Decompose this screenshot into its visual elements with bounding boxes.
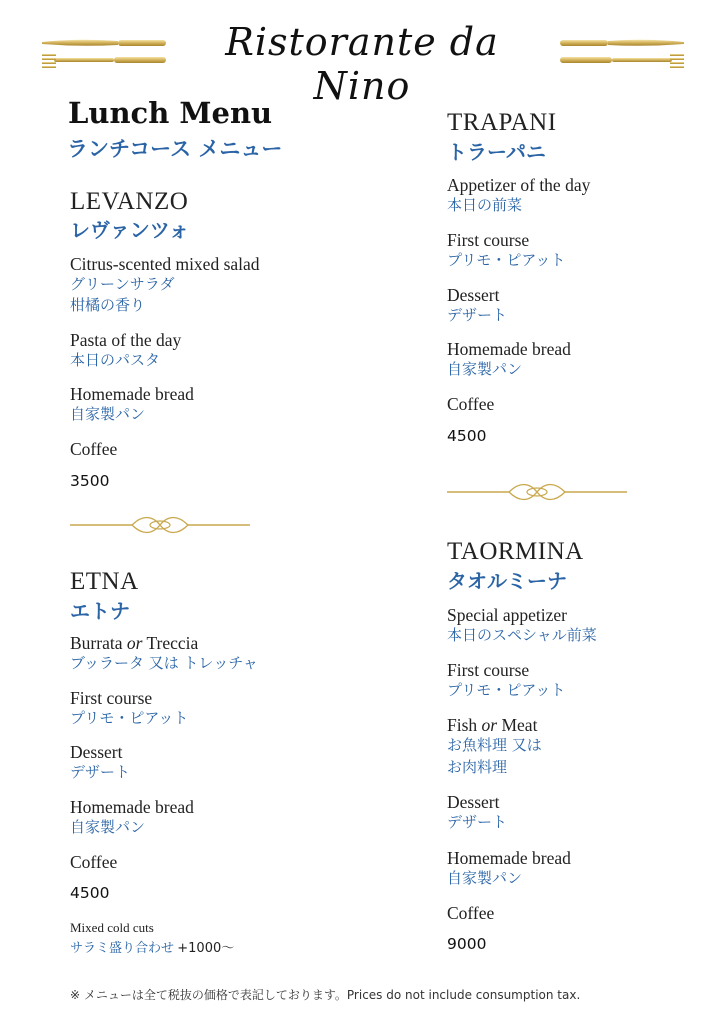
menu-item: Appetizer of the day xyxy=(447,175,591,195)
menu-item-jp: デザート xyxy=(447,813,508,831)
menu-item-jp: お魚料理 又は xyxy=(447,736,542,754)
menu-item: Coffee xyxy=(70,852,118,872)
menu-item: Dessert xyxy=(447,792,500,812)
menu-item-jp: プリモ・ピアット xyxy=(70,709,189,727)
menu-item-or: or xyxy=(126,633,143,653)
menu-item: Homemade bread xyxy=(70,384,194,404)
menu-item: Citrus-scented mixed salad xyxy=(70,254,260,274)
menu-item-part: Meat xyxy=(497,715,538,735)
course-name-jp: エトナ xyxy=(70,599,130,623)
ornament-divider-icon xyxy=(447,481,627,503)
course-name: TAORMINA xyxy=(447,538,584,565)
menu-item: Dessert xyxy=(447,285,500,305)
footer-note: ※ メニューは全て税抜の価格で表記しております。Prices do not include consumption tax. xyxy=(70,988,581,1002)
menu-item: First course xyxy=(447,660,530,680)
lunch-menu-title: Lunch Menu xyxy=(68,96,273,130)
menu-item-jp: 本日のスペシャル前菜 xyxy=(447,626,597,644)
menu-item: Homemade bread xyxy=(70,797,194,817)
menu-item-part: Burrata xyxy=(70,633,127,653)
ornament-divider-icon xyxy=(70,514,250,536)
course-price: 4500 xyxy=(70,884,110,902)
course-name: LEVANZO xyxy=(70,188,189,215)
extra-item-jp xyxy=(70,937,234,956)
extra-item: Mixed cold cuts xyxy=(70,920,154,935)
restaurant-title: Ristorante da Nino xyxy=(225,20,499,108)
menu-item: Pasta of the day xyxy=(70,330,182,350)
course-name-jp: レヴァンツォ xyxy=(70,218,189,242)
knife-fork-icon xyxy=(40,36,170,70)
menu-item-jp: 自家製パン xyxy=(447,869,523,887)
knife-fork-icon xyxy=(556,36,686,70)
menu-item-jp: 自家製パン xyxy=(70,818,146,836)
menu-item: Dessert xyxy=(70,742,123,762)
menu-item xyxy=(447,715,537,735)
menu-item-part: Fish xyxy=(447,715,482,735)
menu-item: Coffee xyxy=(447,394,495,414)
lunch-menu-subtitle: ランチコース メニュー xyxy=(67,137,283,161)
menu-item-jp: プリモ・ピアット xyxy=(447,251,566,269)
menu-item-jp: 本日の前菜 xyxy=(447,196,523,214)
menu-item-jp: 本日のパスタ xyxy=(70,351,161,369)
menu-item xyxy=(70,633,198,653)
menu-item-jp: デザート xyxy=(70,763,131,781)
course-name: TRAPANI xyxy=(447,109,557,136)
course-price: 9000 xyxy=(447,935,487,953)
extra-item-jp-name: サラミ盛り合わせ xyxy=(70,941,175,956)
course-name-jp: トラーパニ xyxy=(447,140,546,164)
menu-item-jp: プリモ・ピアット xyxy=(447,681,566,699)
course-name-jp: タオルミーナ xyxy=(447,569,567,593)
menu-item-jp: 自家製パン xyxy=(70,405,146,423)
course-name: ETNA xyxy=(70,568,139,595)
menu-item-jp: 柑橘の香り xyxy=(70,296,146,314)
extra-item-price: +1000〜 xyxy=(177,941,235,956)
course-price: 3500 xyxy=(70,472,110,490)
menu-item: Homemade bread xyxy=(447,339,571,359)
menu-item: Coffee xyxy=(447,903,495,923)
menu-item-or: or xyxy=(481,715,498,735)
menu-item-jp: お肉料理 xyxy=(447,758,508,776)
menu-item-jp: グリーンサラダ xyxy=(70,275,175,293)
menu-item: Special appetizer xyxy=(447,605,568,625)
course-price: 4500 xyxy=(447,427,487,445)
menu-item-jp: デザート xyxy=(447,306,508,324)
menu-item-jp: 自家製パン xyxy=(447,360,523,378)
menu-item: First course xyxy=(447,230,530,250)
menu-item: First course xyxy=(70,688,153,708)
menu-item-part: Treccia xyxy=(142,633,199,653)
menu-item-jp: ブッラータ 又は トレッチャ xyxy=(70,654,258,672)
menu-item: Homemade bread xyxy=(447,848,571,868)
menu-item: Coffee xyxy=(70,439,118,459)
header xyxy=(0,20,724,108)
